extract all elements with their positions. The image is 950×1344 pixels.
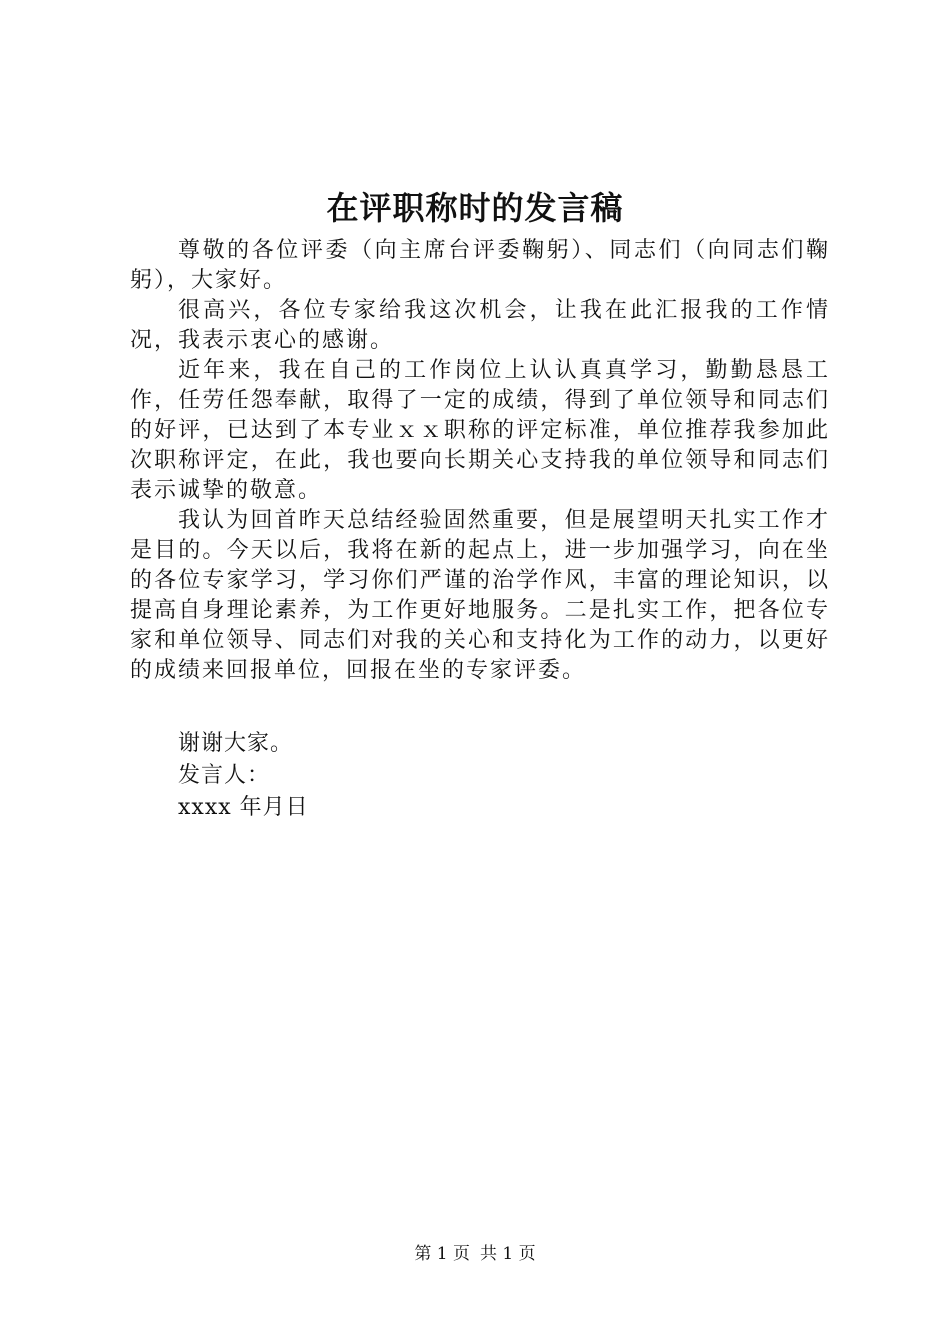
- closing-block: [178, 728, 309, 824]
- page-number: 第 1 页: [414, 1244, 470, 1264]
- paragraph-achievements: 近年来，我在自己的工作岗位上认认真真学习，勤勤恳恳工作，任劳任怨奉献，取得了一定的成绩，得到了单位领导和同志们的好评，已达到了本专业ｘｘ职称的评定标准，单位推荐我参加此次职称评定，在此，我也要向长期关心支持我的单位领导和同志们表示诚挚的敬意。: [130, 358, 830, 503]
- paragraph-outlook: 我认为回首昨天总结经验固然重要，但是展望明天扎实工作才是目的。今天以后，我将在新的起点上，进一步加强学习，向在坐的各位专家学习，学习你们严谨的治学作风，丰富的理论知识，以提高自身理论素养，为工作更好地服务。二是扎实工作，把各位专家和单位领导、同志们对我的关心和支持化为工作的动力，以更好的成绩来回报单位，回报在坐的专家评委。: [130, 508, 830, 683]
- date-line: xxxx 年月日: [178, 795, 309, 820]
- document-title: 在评职称时的发言稿: [326, 189, 624, 227]
- speaker-label: 发言人：: [178, 763, 271, 788]
- document-body: [130, 236, 830, 686]
- paragraph-greeting: 尊敬的各位评委（向主席台评委鞠躬）、同志们（向同志们鞠躬），大家好。: [130, 238, 830, 293]
- page-total: 共 1 页: [480, 1244, 536, 1264]
- page-footer: [0, 1242, 950, 1266]
- paragraph-thanks: 很高兴，各位专家给我这次机会，让我在此汇报我的工作情况，我表示衷心的感谢。: [130, 298, 830, 353]
- closing-thanks: 谢谢大家。: [178, 731, 294, 756]
